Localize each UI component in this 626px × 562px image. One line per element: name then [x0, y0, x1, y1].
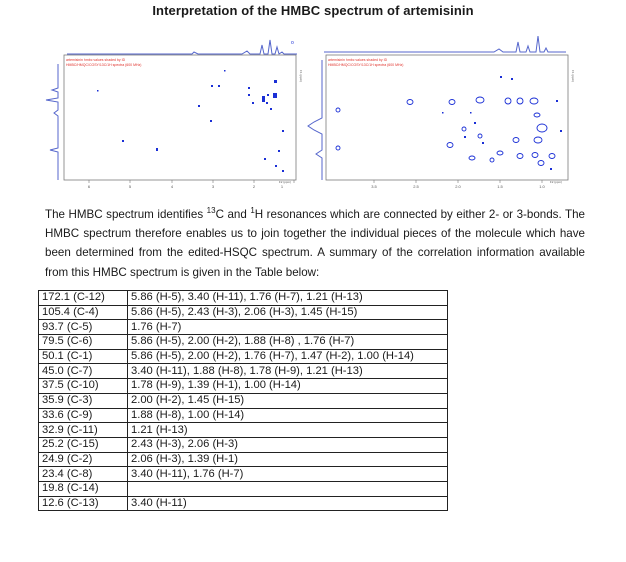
f1-projection-trace [46, 64, 58, 180]
table-row [39, 481, 448, 496]
correlation-table [38, 290, 448, 511]
table-row [39, 379, 448, 394]
table-row [39, 291, 448, 306]
table-row [39, 320, 448, 335]
paragraph-text: C and [215, 208, 251, 221]
paragraph-text: H resonances which are connected by either 2- or 3-bonds. The HMBC spectrum therefore enables us to join together the individual pieces of the molecule which have been determined from the edited-HSQC spectrum. A summary of the correlation information available from this HMBC spectrum is given in the Table below: [45, 208, 585, 279]
proton-correlations-cell: 1.88 (H-8), 1.00 (H-14) [128, 408, 448, 423]
superscript: 13 [206, 206, 216, 216]
hmbc-spectrum-expanded [304, 30, 574, 190]
proton-correlations-cell: 3.40 (H-11) [128, 496, 448, 511]
paragraph-text: The HMBC spectrum identifies [45, 208, 207, 221]
x-tick-label: 2 [252, 184, 256, 189]
hmbc-spectrum-full [42, 30, 302, 190]
spectrum-header-line-1: artemisinin hmbc values shaded by ID [66, 58, 126, 62]
proton-correlations-cell: 2.43 (H-3), 2.06 (H-3) [128, 437, 448, 452]
description-paragraph [45, 205, 585, 282]
hmbc-spectrum-expanded-plot [304, 30, 574, 190]
svg-text:o: o [291, 40, 294, 46]
hmbc-spectrum-full-plot [42, 30, 302, 190]
f2-projection-trace [67, 40, 297, 54]
table-row [39, 364, 448, 379]
spectrum-header-line-2: HMBC/HMQC/COSY/13C/1H spectra (600 MHz) [66, 63, 142, 67]
proton-correlations-cell: 5.86 (H-5), 2.00 (H-2), 1.88 (H-8) , 1.76 (H-7) [128, 335, 448, 350]
x-tick-label: 2.5 [413, 184, 419, 189]
carbon-shift-cell: 93.7 (C-5) [39, 320, 128, 335]
x-tick-label: 1.5 [497, 184, 503, 189]
x-tick-label: 5 [128, 184, 132, 189]
x-tick-label: 1 [280, 184, 284, 189]
table-row [39, 467, 448, 482]
carbon-shift-cell: 19.8 (C-14) [39, 481, 128, 496]
carbon-shift-cell: 37.5 (C-10) [39, 379, 128, 394]
proton-correlations-cell: 3.40 (H-11), 1.76 (H-7) [128, 467, 448, 482]
table-row [39, 349, 448, 364]
carbon-shift-cell: 23.4 (C-8) [39, 467, 128, 482]
x-tick-label: 2.0 [455, 184, 461, 189]
spectrum-header-line-1: artemisinin hmbc values shaded by ID [328, 58, 388, 62]
carbon-shift-cell: 32.9 (C-11) [39, 423, 128, 438]
spectrum-frame [326, 55, 568, 180]
f2-projection-trace [324, 36, 566, 52]
spectrum-frame [64, 55, 296, 180]
carbon-shift-cell: 79.5 (C-6) [39, 335, 128, 350]
proton-correlations-cell: 2.00 (H-2), 1.45 (H-15) [128, 393, 448, 408]
f1-axis-label: F1 (ppm) [571, 70, 575, 83]
carbon-shift-cell: 35.9 (C-3) [39, 393, 128, 408]
table-row [39, 305, 448, 320]
f1-axis-label: F1 (ppm) [299, 70, 303, 83]
x-tick-label: 1.0 [539, 184, 545, 189]
carbon-shift-cell: 172.1 (C-12) [39, 291, 128, 306]
f2-axis-label: F2 (ppm) [549, 180, 563, 184]
table-row [39, 496, 448, 511]
f2-axis-label: F2 (ppm) [278, 180, 292, 184]
carbon-shift-cell: 50.1 (C-1) [39, 349, 128, 364]
table-row [39, 452, 448, 467]
table-row [39, 437, 448, 452]
proton-correlations-cell: 3.40 (H-11), 1.88 (H-8), 1.78 (H-9), 1.21 (H-13) [128, 364, 448, 379]
superscript: 1 [250, 206, 255, 216]
table-row [39, 408, 448, 423]
proton-correlations-cell: 5.86 (H-5), 2.00 (H-2), 1.76 (H-7), 1.47 (H-2), 1.00 (H-14) [128, 349, 448, 364]
proton-correlations-cell: 1.78 (H-9), 1.39 (H-1), 1.00 (H-14) [128, 379, 448, 394]
carbon-shift-cell: 12.6 (C-13) [39, 496, 128, 511]
carbon-shift-cell: 24.9 (C-2) [39, 452, 128, 467]
spectrum-header-line-2: HMBC/HMQC/COSY/13C/1H spectra (600 MHz) [328, 63, 404, 67]
carbon-shift-cell: 105.4 (C-4) [39, 305, 128, 320]
proton-correlations-cell [128, 481, 448, 496]
cross-peaks [336, 97, 555, 166]
proton-correlations-cell: 2.06 (H-3), 1.39 (H-1) [128, 452, 448, 467]
page-title: Interpretation of the HMBC spectrum of artemisinin [152, 3, 474, 18]
proton-correlations-cell: 1.21 (H-13) [128, 423, 448, 438]
carbon-shift-cell: 25.2 (C-15) [39, 437, 128, 452]
carbon-shift-cell: 33.6 (C-9) [39, 408, 128, 423]
carbon-shift-cell: 45.0 (C-7) [39, 364, 128, 379]
x-tick-label: 6 [87, 184, 91, 189]
cross-peaks [97, 70, 284, 172]
proton-correlations-cell: 5.86 (H-5), 2.43 (H-3), 2.06 (H-3), 1.45 (H-15) [128, 305, 448, 320]
table-row [39, 335, 448, 350]
table-row [39, 423, 448, 438]
x-tick-label: 3 [211, 184, 215, 189]
proton-correlations-cell: 5.86 (H-5), 3.40 (H-11), 1.76 (H-7), 1.21 (H-13) [128, 291, 448, 306]
proton-correlations-cell: 1.76 (H-7) [128, 320, 448, 335]
table-row [39, 393, 448, 408]
f1-projection-trace [308, 60, 322, 180]
x-tick-label: 3.5 [371, 184, 377, 189]
x-tick-label: 4 [170, 184, 174, 189]
